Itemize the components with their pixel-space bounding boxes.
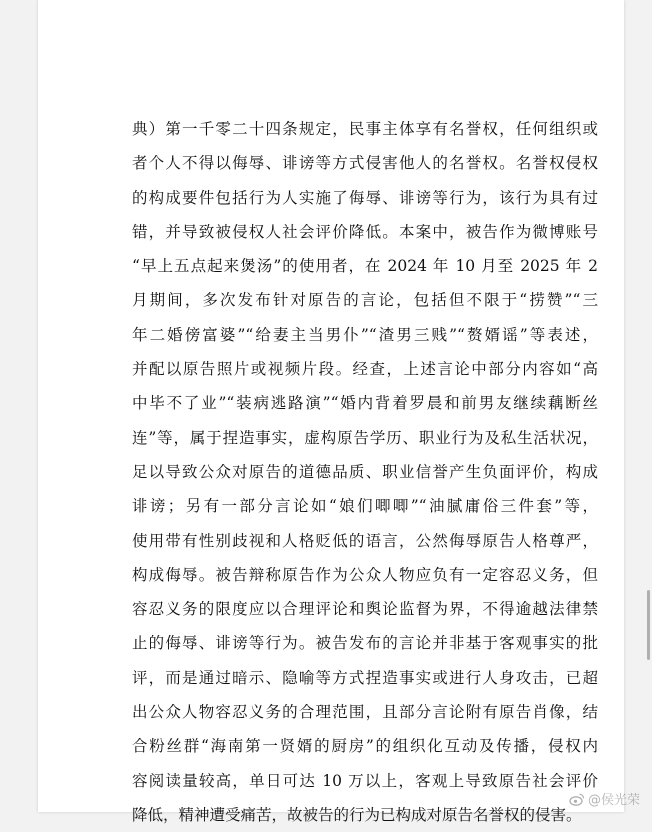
text-line: 评，而是通过暗示、隐喻等方式捏造事实或进行人身攻击，已超: [132, 668, 598, 687]
text-line: 容忍义务的限度应以合理评论和舆论监督为界，不得逾越法律禁: [132, 600, 598, 619]
watermark-text: @侯光荣: [587, 793, 640, 808]
document-page: [38, 0, 624, 824]
text-line: 并配以原告照片或视频片段。经查，上述言论中部分内容如“高: [132, 360, 598, 379]
text-line: 使用带有性别歧视和人格贬低的语言，公然侮辱原告人格尊严，: [132, 531, 598, 550]
text-line: 月期间，多次发布针对原告的言论，包括但不限于“捞赞”“三: [132, 291, 598, 310]
text-line: 者个人不得以侮辱、诽谤等方式侵害他人的名誉权。名誉权侵权: [132, 154, 598, 173]
text-line: 连”等，属于捏造事实，虚构原告学历、职业行为及私生活状况，: [132, 428, 598, 447]
watermark: [569, 789, 640, 808]
text-line: 年二婚傍富婆”“给妻主当男仆”“渣男三贱”“赘婿谣”等表述，: [132, 325, 598, 344]
text-line: 诽谤；另有一部分言论如“娘们唧唧”“油腻庸俗三件套”等，: [132, 497, 598, 516]
text-line: 容阅读量较高，单日可达 10 万以上，客观上导致原告社会评价: [132, 771, 598, 790]
weibo-logo-icon: [569, 791, 585, 807]
body-text: [132, 112, 598, 832]
text-line: 足以导致公众对原告的道德品质、职业信誉产生负面评价，构成: [132, 462, 598, 481]
text-line: 典）第一千零二十四条规定，民事主体享有名誉权，任何组织或: [132, 120, 598, 138]
text-line: 止的侮辱、诽谤等行为。被告发布的言论并非基于客观事实的批: [132, 634, 598, 653]
text-line: 出公众人物容忍义务的合理范围，且部分言论附有原告肖像，结: [132, 703, 598, 722]
text-line: 的构成要件包括行为人实施了侮辱、诽谤等行为，该行为具有过: [132, 188, 598, 207]
scrollbar-thumb[interactable]: [647, 590, 650, 660]
text-line: “早上五点起来煲汤”的使用者，在 2024 年 10 月至 2025 年 2: [132, 257, 598, 276]
text-line: 降低，精神遭受痛苦，故被告的行为已构成对原告名誉权的侵害。: [132, 805, 582, 824]
text-line: 构成侮辱。被告辩称原告作为公众人物应负有一定容忍义务，但: [132, 565, 598, 584]
text-line: 中毕不了业”“装病逃路演”“婚内背着罗晨和前男友继续藕断丝: [132, 394, 598, 413]
text-line: 错，并导致被侵权人社会评价降低。本案中，被告作为微博账号: [132, 222, 598, 241]
text-line: 合粉丝群“海南第一贤婿的厨房”的组织化互动及传播，侵权内: [132, 737, 598, 756]
